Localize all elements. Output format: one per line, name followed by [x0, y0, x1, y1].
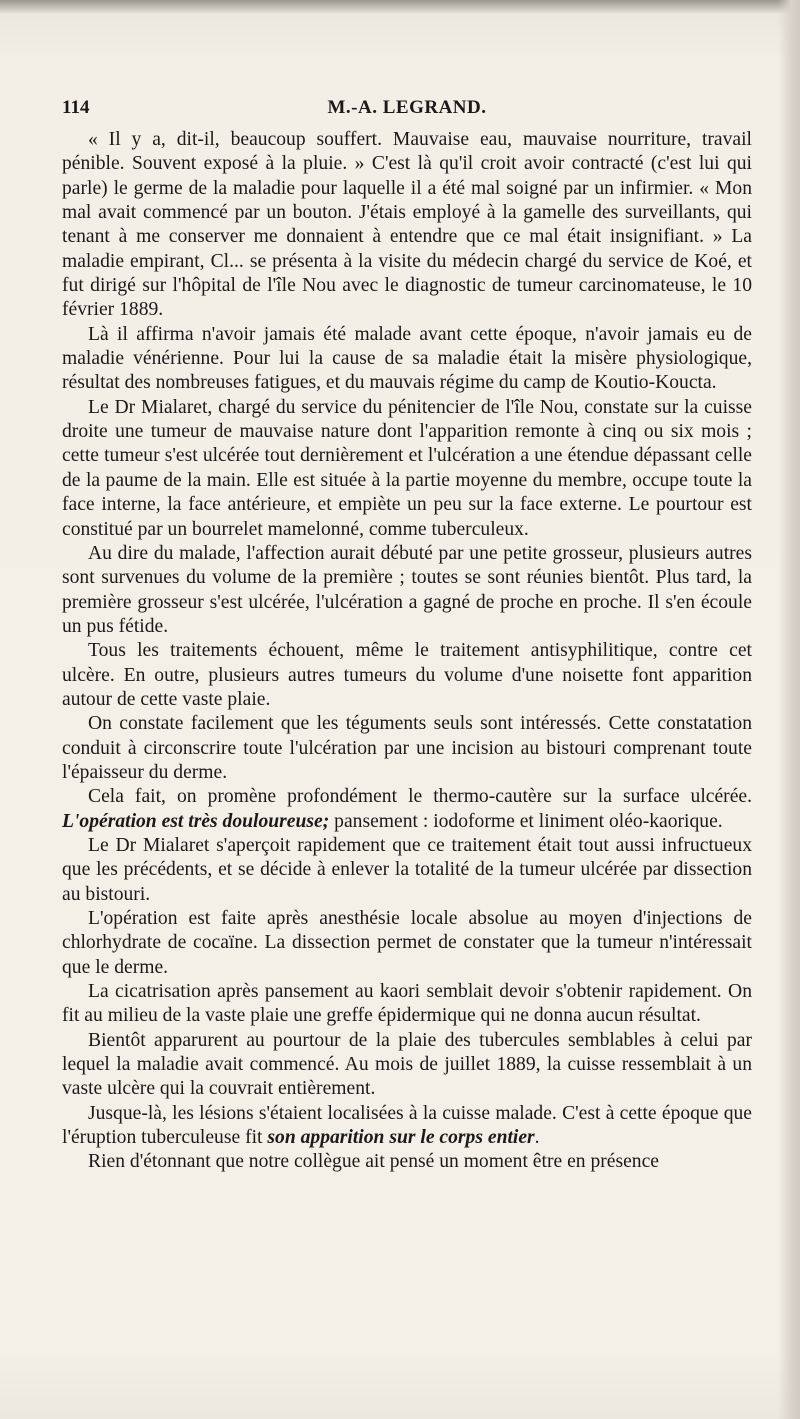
- paragraph: [62, 542, 752, 639]
- paragraph-text: Le Dr Mialaret, chargé du service du pénitencier de l'île Nou, constate sur la cuisse droite une tumeur de mauvaise nature dont l'apparition remonte à cinq ou six mois ; cette tumeur s'est ulcérée tout dernièrement et l'ulcération a une étendue dépassant celle de la paume de la main. Elle est située à la partie moyenne du membre, occupe toute la face interne, la face antérieure, et empiète un peu sur la face externe. Le pourtour est constitué par un bourrelet mamelonné, comme tuberculeux.: [62, 396, 752, 540]
- paragraph: [62, 980, 752, 1029]
- paragraph-text: L'opération est faite après anesthésie locale absolue au moyen d'injections de chlorhydrate de cocaïne. La dissection permet de constater que la tumeur n'intéressait que le derme.: [62, 908, 752, 978]
- paragraph: [62, 323, 752, 396]
- scan-right-edge: [778, 0, 800, 1419]
- body-text: [62, 128, 752, 1175]
- paragraph-text: .: [534, 1127, 540, 1149]
- paragraph-text: « Il y a, dit-il, beaucoup souffert. Mauvaise eau, mauvaise nourriture, travail pénible. Souvent exposé à la pluie. » C'est là qu'il croit avoir contracté (c'est lui qui parle) le germe de la maladie pour laquelle il a été mal soigné par un infirmier. « Mon mal avait commencé par un bouton. J'étais employé à la gamelle des surveillants, qui tenant à me conserver me donnaient à entendre que ce mal était insignifiant. » La maladie empirant, Cl... se présenta à la visite du médecin chargé du service de Koé, et fut dirigé sur l'hôpital de l'île Nou avec le diagnostic de tumeur carcinomateuse, le 10 février 1889.: [62, 129, 752, 321]
- paragraph-text: Au dire du malade, l'affection aurait débuté par une petite grosseur, plusieurs autres sont survenues du volume de la première ; toutes se sont réunies bientôt. Plus tard, la première grosseur s'est ulcérée, l'ulcération a gagné de proche en proche. Il s'en écoule un pus fétide.: [62, 542, 752, 637]
- paragraph-text: pansement : iodoforme et liniment oléo-kaorique.: [329, 810, 723, 832]
- italic-text: son apparition sur le corps entier: [267, 1127, 535, 1149]
- paragraph-text: Là il affirma n'avoir jamais été malade avant cette époque, n'avoir jamais eu de maladie vénérienne. Pour lui la cause de sa maladie était la misère physiologique, résultat des nombreuses fatigues, et du mauvais régime du camp de Koutio-Koucta.: [62, 323, 752, 394]
- paragraph-text: Le Dr Mialaret s'aperçoit rapidement que ce traitement était tout aussi infructueux que les précédents, et se décide à enlever la totalité de la tumeur ulcérée par dissection au bistouri.: [62, 834, 752, 905]
- paragraph-text: La cicatrisation après pansement au kaori semblait devoir s'obtenir rapidement. On fit au milieu de la vaste plaie une greffe épidermique qui ne donna aucun résultat.: [62, 981, 752, 1027]
- paragraph: [62, 785, 752, 834]
- paragraph: [62, 128, 752, 323]
- page-header: [62, 97, 752, 127]
- running-head: M.-A. LEGRAND.: [327, 97, 487, 118]
- paragraph: [62, 712, 752, 785]
- paragraph: [62, 1150, 752, 1174]
- paragraph-text: Cela fait, on promène profondément le thermo-cautère sur la surface ulcérée.: [88, 786, 752, 808]
- paragraph: [62, 834, 752, 907]
- paragraph-text: Tous les traitements échouent, même le traitement antisyphilitique, contre cet ulcère. En outre, plusieurs autres tumeurs du volume d'une noisette font apparition autour de cette vaste plaie.: [62, 640, 752, 710]
- paragraph: [62, 639, 752, 712]
- page-number: 114: [62, 97, 90, 118]
- paragraph-text: On constate facilement que les téguments seuls sont intéressés. Cette constatation conduit à circonscrire toute l'ulcération par une incision au bistouri comprenant toute l'épaisseur du derme.: [62, 713, 752, 783]
- paragraph-text: Bientôt apparurent au pourtour de la plaie des tubercules semblables à celui par lequel la maladie avait commencé. Au mois de juillet 1889, la cuisse ressemblait à un vaste ulcère qui la couvrait entièrement.: [62, 1029, 752, 1100]
- paragraph-text: Rien d'étonnant que notre collègue ait pensé un moment être en présence: [88, 1151, 659, 1173]
- paragraph-text: Jusque-là, les lésions s'étaient localisées à la cuisse malade. C'est à cette époque que l'éruption tuberculeuse fit: [62, 1102, 752, 1149]
- paragraph: [62, 1029, 752, 1102]
- italic-text: L'opération est très douloureuse;: [62, 810, 330, 832]
- paragraph: [62, 907, 752, 980]
- paragraph: [62, 1102, 752, 1151]
- paragraph: [62, 396, 752, 542]
- scan-top-shadow: [0, 0, 800, 14]
